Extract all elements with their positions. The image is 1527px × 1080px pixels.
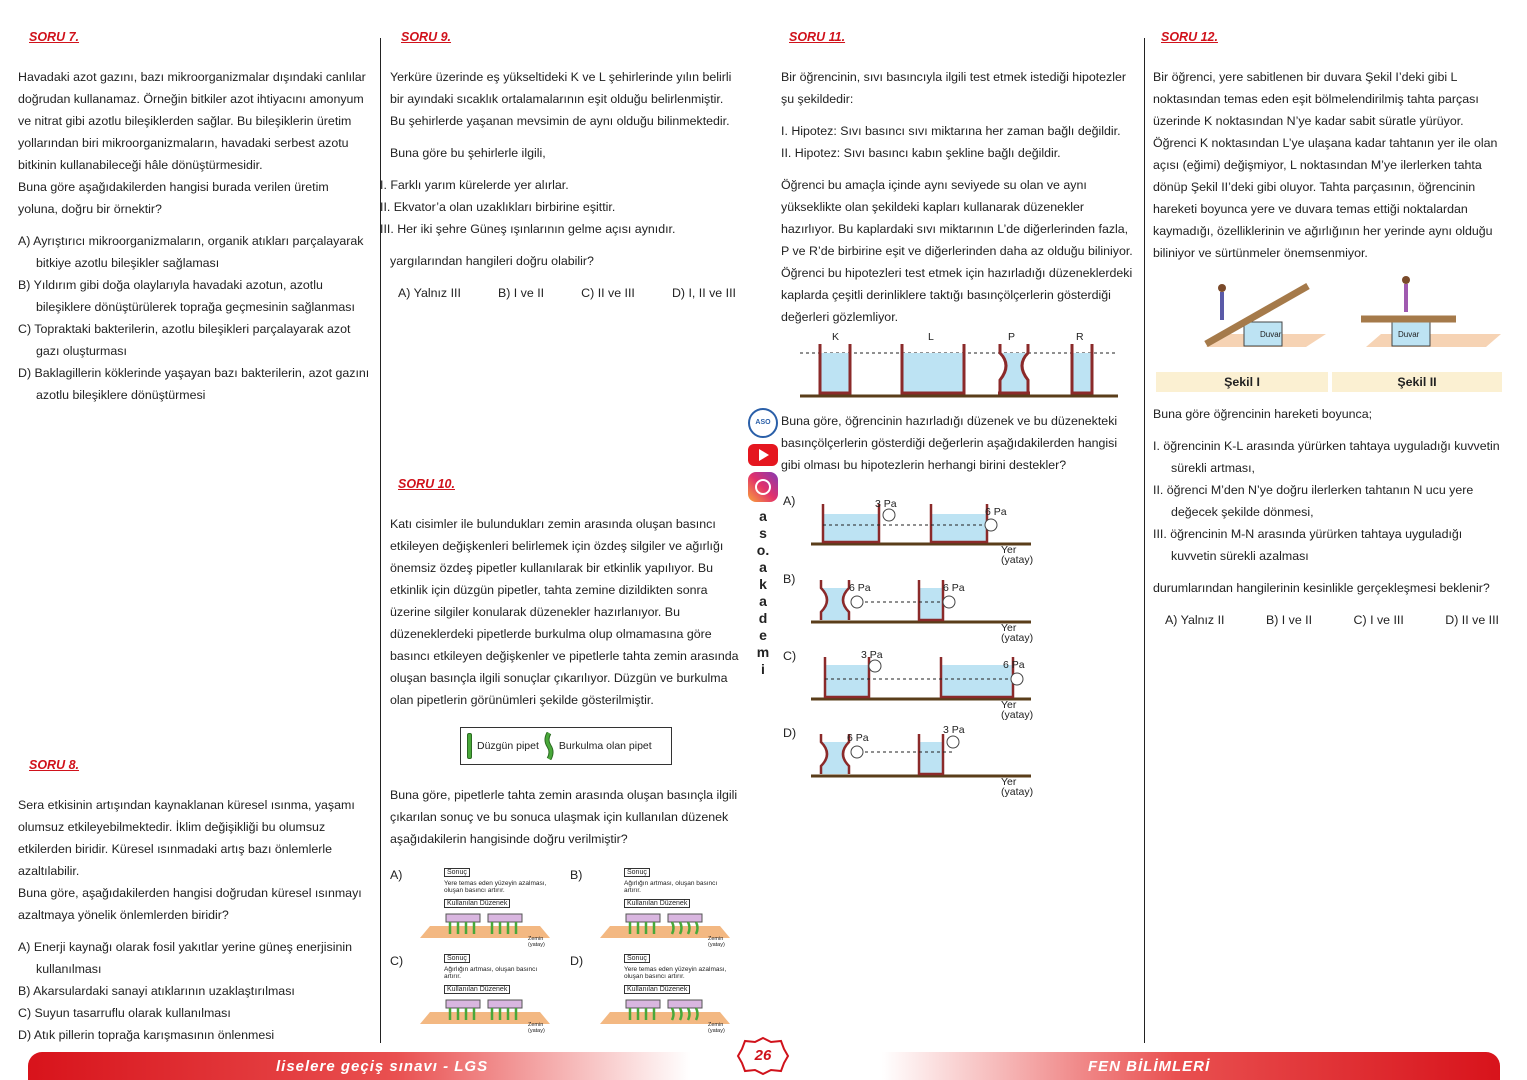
floor-label: Zemin (yatay) xyxy=(708,936,725,948)
q10-option-panel[interactable] xyxy=(570,866,740,948)
q11-option-panel[interactable] xyxy=(781,568,1071,642)
statement-2: II. Ekvator’a olan uzaklıkları birbirine eşittir. xyxy=(380,200,616,214)
question-10 xyxy=(390,477,740,721)
container-label-r: R xyxy=(1076,331,1084,343)
wall-label-2: Duvar xyxy=(1398,330,1420,339)
container-label-p: P xyxy=(1008,331,1016,343)
q10-option-panel[interactable] xyxy=(390,952,560,1034)
option-d[interactable]: D) Atık pillerin toprağa karışmasının önlenmesi xyxy=(18,1028,275,1042)
page-number-badge xyxy=(736,1036,790,1076)
option-c[interactable]: C) II ve III xyxy=(581,286,635,300)
result-box: Sonuç xyxy=(444,954,470,963)
gauge-reading: 3 Pa xyxy=(861,649,883,661)
result-text: Ağırlığın artması, oluşan basıncı artırır. xyxy=(444,966,538,980)
option-label: B) xyxy=(570,868,583,882)
hypothesis-2: II. Hipotez: Sıvı basıncı kabın şekline bağlı değildir. xyxy=(781,146,1061,160)
question-10-prompt: Buna göre, pipetlerle tahta zemin arasında oluşan basınçla ilgili çıkarılan sonuç ve bu sonuca ulaşmak için kullanılan düzenek aşağıdakilerin hangisinde doğru verilmiştir? xyxy=(390,788,738,846)
option-b[interactable]: B) I ve II xyxy=(1265,613,1313,627)
setup-box: Kullanılan Düzenek xyxy=(624,899,690,908)
statement-3: III. Her iki şehre Güneş ışınlarının gelme açısı aynıdır. xyxy=(380,222,676,236)
question-8-text: Sera etkisinin artışından kaynaklanan küresel ısınma, yaşamı olumsuz etkileyebilmektedir. İklim değişikliği bu olumsuz etkilerden biridir. Küresel ısınmadaki artış bazı önlemlerle azaltılabilir. xyxy=(18,798,355,878)
yatay-text: (yatay) xyxy=(1001,786,1034,798)
question-10-text: Katı cisimler ile bulundukları zemin arasında oluşan basıncı etkileyen değişkenleri belirlemek için özdeş silgiler ve ağırlığı önemsiz özdeş pipetler kullanılarak bir etkinlik yapılıyor. Bu etkinlik için düzgün pipetler, tahta zemine dizildikten sonra üzerine silgiler konularak düzenekler hazırlanıyor. Bu düzeneklerdeki pipetlerde burkulma olup olmamasına göre basıncı etkileyen değişkenler ve pipetlerle tahta zemin arasında oluşan basınçla ilgili sonuçlar çıkarılıyor. Düzgün ve burkulma olan pipetlerin görünümleri şekilde gösterilmiştir. xyxy=(390,517,739,707)
option-b[interactable]: B) Yıldırım gibi doğa olaylarıyla havadaki azotun, azotlu bileşiklere dönüştürülerek toprağa geçmesinin sağlanması xyxy=(18,278,355,314)
question-10-prompt-wrap xyxy=(390,784,740,860)
option-label: D) xyxy=(570,954,584,968)
question-9-title: SORU 9. xyxy=(401,30,452,44)
option-label: B) xyxy=(783,572,796,586)
option-a[interactable]: A) Enerji kaynağı olarak fosil yakıtlar yerine güneş enerjisinin kullanılması xyxy=(18,940,353,976)
question-9-intro: Buna göre bu şehirlerle ilgili, xyxy=(390,146,546,160)
floor-label: Zemin (yatay) xyxy=(528,936,545,948)
question-8-title: SORU 8. xyxy=(29,758,80,772)
option-b[interactable]: B) I ve II xyxy=(497,286,545,300)
option-label: D) xyxy=(783,726,797,740)
question-12 xyxy=(1153,30,1507,274)
option-d[interactable]: D) Baklagillerin köklerinde yaşayan bazı bakterilerin, azot gazını azotlu bileşiklere dönüştürmesi xyxy=(18,366,370,402)
question-12-lower xyxy=(1153,403,1507,631)
option-c[interactable]: C) I ve III xyxy=(1353,613,1404,627)
option-b[interactable]: B) Akarsulardaki sanayi atıklarının uzaklaştırılması xyxy=(18,984,295,998)
ground-label xyxy=(1001,545,1033,565)
statement-1: I. Farklı yarım kürelerde yer alırlar. xyxy=(380,178,569,192)
footer-exam-name: liselere geçiş sınavı - LGS xyxy=(276,1058,489,1075)
aso-logo-icon xyxy=(748,408,778,438)
option-c[interactable]: C) Suyun tasarruflu olarak kullanılması xyxy=(18,1006,231,1020)
q11-option-panel[interactable] xyxy=(781,490,1071,564)
result-box: Sonuç xyxy=(624,954,650,963)
result-box: Sonuç xyxy=(444,868,470,877)
ground-label xyxy=(1001,623,1033,643)
container-label-k: K xyxy=(832,331,840,343)
wall-label-1: Duvar xyxy=(1260,330,1282,339)
option-d[interactable]: D) I, II ve III xyxy=(671,286,736,300)
aso-badge: ASO xyxy=(755,419,771,426)
yer-text: Yer xyxy=(1001,544,1017,556)
question-9-prompt: yargılarından hangileri doğru olabilir? xyxy=(390,254,594,268)
statement-1: I. öğrencinin K-L arasında yürürken tahtaya uyguladığı kuvvetin sürekli artması, xyxy=(1153,439,1500,475)
setup-box: Kullanılan Düzenek xyxy=(444,899,510,908)
question-12-options xyxy=(1153,609,1507,631)
question-12-intro: Buna göre öğrencinin hareketi boyunca; xyxy=(1153,407,1373,421)
figure-2-caption: Şekil II xyxy=(1332,372,1502,392)
q11-option-panel[interactable] xyxy=(781,645,1071,719)
question-11-title: SORU 11. xyxy=(789,30,846,44)
floor-label: Zemin (yatay) xyxy=(708,1022,725,1034)
question-11 xyxy=(781,30,1136,338)
statement-2: II. öğrenci M’den N’ye doğru ilerlerken tahtanın N ucu yere değecek şekilde dönmesi, xyxy=(1153,483,1474,519)
question-11-prompt: Buna göre, öğrencinin hazırladığı düzenek ve bu düzenekteki basınçölçerlerin gösterdiği değerlerin aşağıdakilerden hangisi gibi olması bu hipotezlerin herhangi birini destekler? xyxy=(781,414,1118,472)
straight-pipe-label: Düzgün pipet xyxy=(477,740,539,752)
question-8 xyxy=(18,758,370,1046)
buckled-pipe-icon xyxy=(544,732,554,760)
gauge-reading: 3 Pa xyxy=(875,498,897,510)
question-7-prompt: Buna göre aşağıdakilerden hangisi burada verilen üretim yoluna, doğru bir örnektir? xyxy=(18,180,329,216)
question-11-text-2: Öğrenci bu amaçla içinde aynı seviyede su olan ve aynı yükseklikte olan şekildeki kapları kullanarak düzenekler hazırlıyor. Bu kaplardaki sıvı miktarının L’de diğerlerinden fazla, P ve R’de birbirine eşit ve diğerlerinden daha az olduğu biliniyor. Öğrenci bu hipotezleri test etmek için hazırladığı düzeneklerdeki kaplarda çeşitli derinliklere taktığı basınçölçerlerin gösterdiği değerleri gözlemliyor. xyxy=(781,178,1133,324)
footer-subject: FEN BİLİMLERİ xyxy=(1088,1058,1211,1075)
result-text: Ağırlığın artması, oluşan basıncı artırır. xyxy=(624,880,718,894)
plank-drawing xyxy=(1156,272,1504,372)
option-label: C) xyxy=(390,954,404,968)
floor-label: Zemin (yatay) xyxy=(528,1022,545,1034)
option-c[interactable]: C) Topraktaki bakterilerin, azotlu bileşikleri parçalayarak azot gazı oluşturması xyxy=(18,322,351,358)
figure-1-caption: Şekil I xyxy=(1156,372,1328,392)
option-d[interactable]: D) II ve III xyxy=(1445,613,1499,627)
container-label-l: L xyxy=(928,331,934,343)
gauge-reading: 6 Pa xyxy=(1003,659,1025,671)
question-9-text: Yerküre üzerinde eş yükseltideki K ve L şehirlerinde yılın belirli bir ayındaki sıcaklık ortalamalarının eşit olduğu belirlenmiştir. Bu şehirlerde yaşanan mevsimin de aynı olduğu bilinmektedir. xyxy=(390,70,732,128)
yatay-text: (yatay) xyxy=(1001,632,1034,644)
ground-label xyxy=(1001,777,1033,797)
containers-drawing xyxy=(800,330,1120,402)
option-a[interactable]: A) Yalnız II xyxy=(1165,613,1225,627)
instagram-icon[interactable] xyxy=(748,472,778,502)
yer-text: Yer xyxy=(1001,622,1017,634)
yer-text: Yer xyxy=(1001,776,1017,788)
column-divider xyxy=(1144,38,1145,1043)
question-7-text: Havadaki azot gazını, bazı mikroorganizmalar dışındaki canlılar doğrudan kullanamaz. Örneğin bitkiler azot ihtiyacını amonyum ve nitrat gibi azotlu bileşiklerden sağlar. Bu bileşiklerin üretim yollarından biri mikroorganizmaların, havadaki serbest azotu bitkinin kullanabileceği hâle dönüştürmesidir. xyxy=(18,70,366,172)
yatay-text: (yatay) xyxy=(1001,709,1034,721)
result-text: Yere temas eden yüzeyin azalması, oluşan basıncı artırır. xyxy=(624,966,727,980)
yer-text: Yer xyxy=(1001,699,1017,711)
question-9 xyxy=(380,30,740,304)
q11-option-panel[interactable] xyxy=(781,722,1071,796)
result-box: Sonuç xyxy=(624,868,650,877)
option-a[interactable]: A) Ayrıştırıcı mikroorganizmaların, organik atıkları parçalayarak bitkiye azotlu bileşikler sağlaması xyxy=(18,234,364,270)
gauge-reading: 6 Pa xyxy=(847,732,869,744)
setup-box: Kullanılan Düzenek xyxy=(444,985,510,994)
pipe-legend xyxy=(460,727,672,765)
q10-option-panel[interactable] xyxy=(570,952,740,1034)
gauge-reading: 6 Pa xyxy=(985,506,1007,518)
q10-option-panel[interactable] xyxy=(390,866,560,948)
question-10-title: SORU 10. xyxy=(398,477,455,491)
buckled-pipe-label: Burkulma olan pipet xyxy=(558,740,652,752)
gauge-reading: 6 Pa xyxy=(943,582,965,594)
straight-pipe-icon xyxy=(467,733,472,759)
question-9-options xyxy=(390,282,740,304)
gauge-reading: 3 Pa xyxy=(943,724,965,736)
question-7-title: SORU 7. xyxy=(29,30,80,44)
containers-figure xyxy=(800,330,1120,402)
question-12-prompt: durumlarından hangilerinin kesinlikle gerçekleşmesi beklenir? xyxy=(1153,581,1490,595)
question-11-text: Bir öğrencinin, sıvı basıncıyla ilgili test etmek istediği hipotezler şu şekildedir: xyxy=(781,70,1127,106)
hypothesis-1: I. Hipotez: Sıvı basıncı sıvı miktarına her zaman bağlı değildir. xyxy=(781,124,1121,138)
brand-vertical-text: aso.akademi xyxy=(756,508,770,677)
setup-box: Kullanılan Düzenek xyxy=(624,985,690,994)
option-label: C) xyxy=(783,649,797,663)
page-number: 26 xyxy=(754,1047,772,1064)
question-12-text: Bir öğrenci, yere sabitlenen bir duvara Şekil I’deki gibi L noktasından temas eden eşit bölmelendirilmiş tahta parçası üzerinde K noktasından N’ye kadar sabit süratle yürüyor. Öğrenci K noktasından L’ye ulaşana kadar tahtanın yer ile olan açısı (eğimi) değişmiyor, L noktasından M’ye ilerlerken tahta dönüp Şekil II’deki gibi oluyor. Tahta parçasının, öğrencinin hareketi boyunca yere ve duvara temas ettiği noktalardan kaymadığı, özelliklerinin ve ağırlığının her yerinde aynı olduğu biliniyor ve sürtünmeler önemsenmiyor. xyxy=(1153,70,1498,260)
option-label: A) xyxy=(390,868,403,882)
statement-3: III. öğrencinin M-N arasında yürürken tahtaya uyguladığı kuvvetin sürekli azalması xyxy=(1153,527,1463,563)
question-11-prompt-wrap xyxy=(781,410,1136,486)
column-1 xyxy=(18,30,370,406)
result-text: Yere temas eden yüzeyin azalması, oluşan basıncı artırır. xyxy=(444,880,547,894)
question-12-title: SORU 12. xyxy=(1161,30,1218,44)
option-a[interactable]: A) Yalnız III xyxy=(398,286,461,300)
plank-figures xyxy=(1156,272,1504,392)
yatay-text: (yatay) xyxy=(1001,554,1034,566)
ground-label xyxy=(1001,700,1033,720)
option-label: A) xyxy=(783,494,796,508)
gauge-reading: 6 Pa xyxy=(849,582,871,594)
youtube-icon[interactable] xyxy=(748,444,778,466)
question-8-prompt: Buna göre, aşağıdakilerden hangisi doğrudan küresel ısınmayı azaltmaya yönelik önlemlerden biridir? xyxy=(18,886,362,922)
